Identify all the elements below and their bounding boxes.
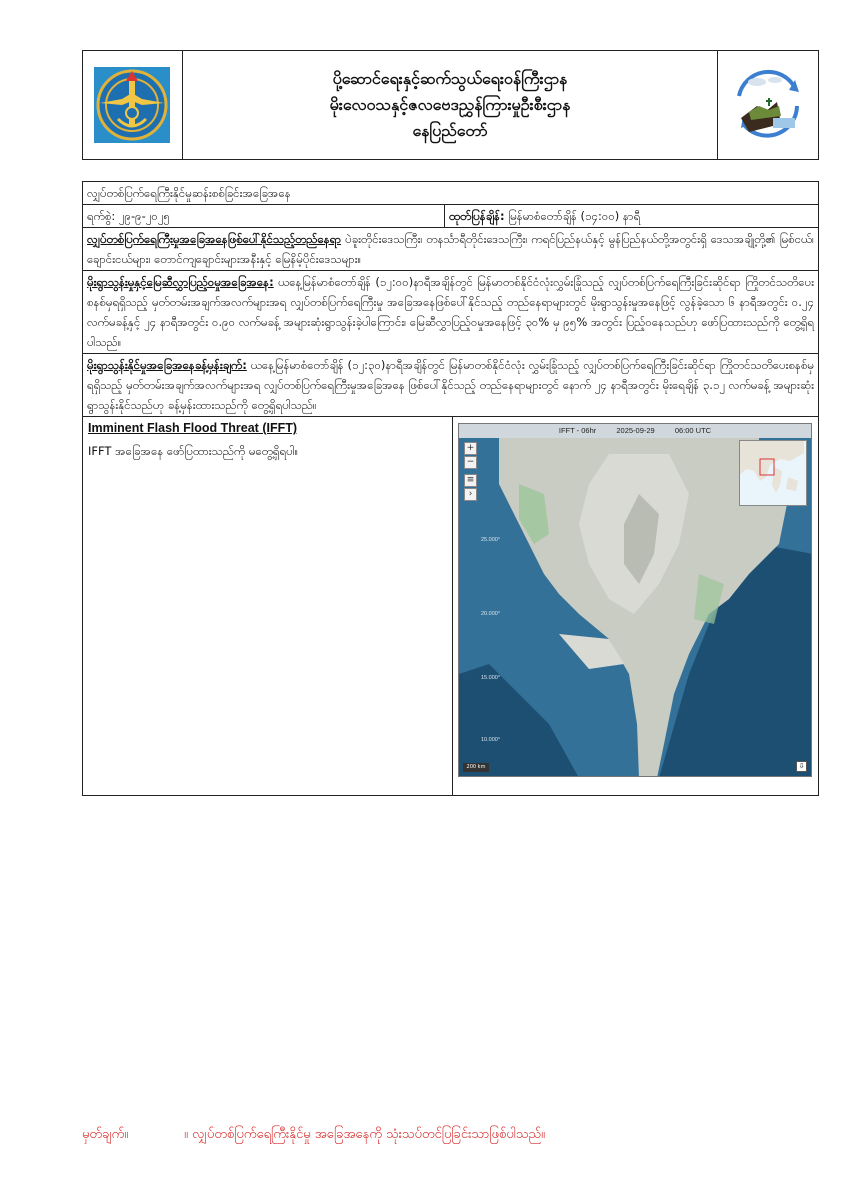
- rain-soil-row: [83, 271, 818, 354]
- map-time: 06:00 UTC: [674, 426, 712, 435]
- report-heading-row: [83, 182, 818, 205]
- risk-area-label: လျှပ်တစ်ပြက်ရေကြီးမှုအခြေအနေဖြစ်ပေါ်နိုင်သည့်တည်နေရာ: [87, 232, 342, 246]
- location-title: နေပြည်တော်: [412, 121, 488, 140]
- ifft-status-text: IFFT အခြေအနေ ဖော်ပြထားသည်ကို မတွေ့ရှိရပါ။: [88, 444, 299, 458]
- report-date: ရက်စွဲ: ၂၉-၉-၂၀၂၅: [83, 205, 445, 227]
- forecast-label: မိုးရွာသွန်းနိုင်မှုအခြေအနေခန့်မှန်းချက်:: [87, 358, 247, 372]
- map-title-bar: [459, 424, 811, 438]
- hydrology-logo: [718, 51, 818, 159]
- rain-soil-text: ယနေ့မြန်မာစံတော်ချိန် (၁၂:၀၀)နာရီအချိန်တွင် မြန်မာတစ်နိုင်ငံလုံးလွှမ်းခြုံသည့် လျှပ်တစ်ပြက်ရေကြီးခြင်းဆိုင်ရာ ကြိုတင်သတိပေးစနစ်မှရရှိသည့် မှတ်တမ်းအချက်အလက်များအရ လျှပ်တစ်ပြက်ရေကြီးမှု အခြေအနေဖြစ်ပေါ်နိုင်သည့် တည်နေရာများတွင် မိုးရွာသွန်းမှုအနေဖြင့် လွန်ခဲ့သော ၆ နာရီအတွင်း ၀.၂၄ လက်မခန့်နှင့် ၂၄ နာရီအတွင်း ၀.၉၀ လက်မခန့် အများဆုံးရွာသွန်းခဲ့ပါကြောင်း၊ မြေဆီလွှာပြည့်ဝမှုအနေဖြင့် ၃၀% မှ ၉၅% အတွင်း ပြည့်ဝနေသည်ဟု ဖော်ပြထားသည်ကို တွေ့ရှိရပါသည်။: [87, 275, 814, 349]
- ministry-title: ပို့ဆောင်ရေးနှင့်ဆက်သွယ်ရေးဝန်ကြီးဌာန: [332, 69, 568, 88]
- report-heading: လျှပ်တစ်ပြက်ရေကြီးနိုင်မှုဆန်းစစ်ခြင်းအခြေအနေ: [87, 186, 291, 200]
- ministry-logo: [83, 51, 183, 159]
- ifft-title: Imminent Flash Flood Threat (IFFT): [88, 421, 298, 435]
- ifft-map-panel: [453, 417, 818, 795]
- lat-label: 15.000°: [481, 675, 501, 681]
- zoom-out-button[interactable]: −: [464, 456, 477, 469]
- download-icon[interactable]: ⇩: [796, 761, 807, 772]
- footer-note: [82, 1126, 545, 1145]
- ifft-map: [458, 423, 812, 777]
- issue-time-value: မြန်မာစံတော်ချိန် (၁၄:၀၀) နာရီ: [504, 209, 641, 223]
- layers-button[interactable]: ≡: [464, 474, 477, 487]
- risk-area-row: [83, 228, 818, 271]
- document-header: [82, 50, 819, 160]
- header-title: [183, 51, 719, 159]
- footer-text: ။ လျှပ်တစ်ပြက်ရေကြီးနိုင်မှု အခြေအနေကို သုံးသပ်တင်ပြခြင်းသာဖြစ်ပါသည်။: [184, 1127, 545, 1142]
- map-scale-bar: 200 km: [463, 763, 489, 772]
- issue-time-label: ထုတ်ပြန်ချိန်:: [449, 209, 505, 223]
- water-cycle-emblem-icon: [729, 66, 807, 144]
- forecast-row: [83, 354, 818, 417]
- ifft-panel: [83, 417, 453, 795]
- ministry-emblem-icon: [92, 65, 172, 145]
- footer-label: မှတ်ချက်။: [82, 1127, 129, 1142]
- flash-flood-report-table: [82, 181, 819, 796]
- overview-inset-map: [739, 440, 807, 506]
- map-date: 2025-09-29: [616, 426, 655, 435]
- department-title: မိုးလေဝသနှင့်ဇလဗေဒညွှန်ကြားမှုဦးစီးဌာန: [329, 95, 571, 114]
- lat-label: 25.000°: [481, 537, 501, 543]
- risk-area-text: ပဲခူးတိုင်းဒေသကြီး၊ တနင်္သာရီတိုင်းဒေသကြီး၊ ကရင်ပြည်နယ်နှင့် မွန်ပြည်နယ်တို့အတွင်းရှိ ဒေသအချို့တို့၏ မြစ်ငယ်၊ ချောင်းငယ်များ၊ တောင်ကျချောင်းများအနီးနှင့် မြေနိမ့်ပိုင်းဒေသများ။: [87, 232, 814, 266]
- lat-label: 20.000°: [481, 611, 501, 617]
- issue-time: [445, 205, 818, 227]
- date-row: [83, 205, 818, 228]
- rain-soil-label: မိုးရွာသွန်းမှုနှင့်မြေဆီလွှာပြည့်ဝမှုအခြေအနေ:: [87, 275, 274, 289]
- map-product: IFFT - 06hr: [558, 426, 597, 435]
- lat-label: 10.000°: [481, 737, 501, 743]
- ifft-row: [83, 417, 818, 795]
- expand-button[interactable]: ›: [464, 488, 477, 501]
- overview-map-graphic: [740, 441, 804, 503]
- zoom-in-button[interactable]: +: [464, 442, 477, 455]
- forecast-text: ယနေ့မြန်မာစံတော်ချိန် (၁၂:၃၀)နာရီအချိန်တွင် မြန်မာတစ်နိုင်ငံလုံး လွှမ်းခြုံသည့် လျှပ်တစ်ပြက်ရေကြီးခြင်းဆိုင်ရာ ကြိုတင်သတိပေးစနစ်မှရရှိသည့် မှတ်တမ်းအချက်အလက်များအရ လျှပ်တစ်ပြက်ရေကြီးမှုအခြေအနေ ဖြစ်ပေါ်နိုင်သည့် တည်နေရာများတွင် နောက် ၂၄ နာရီအတွင်း မိုးရေချိန် ၃.၁၂ လက်မခန့် အများဆုံး ရွာသွန်းနိုင်သည်ဟု ခန့်မှန်းထားသည်ကို တွေ့ရှိရပါသည်။: [87, 358, 814, 412]
